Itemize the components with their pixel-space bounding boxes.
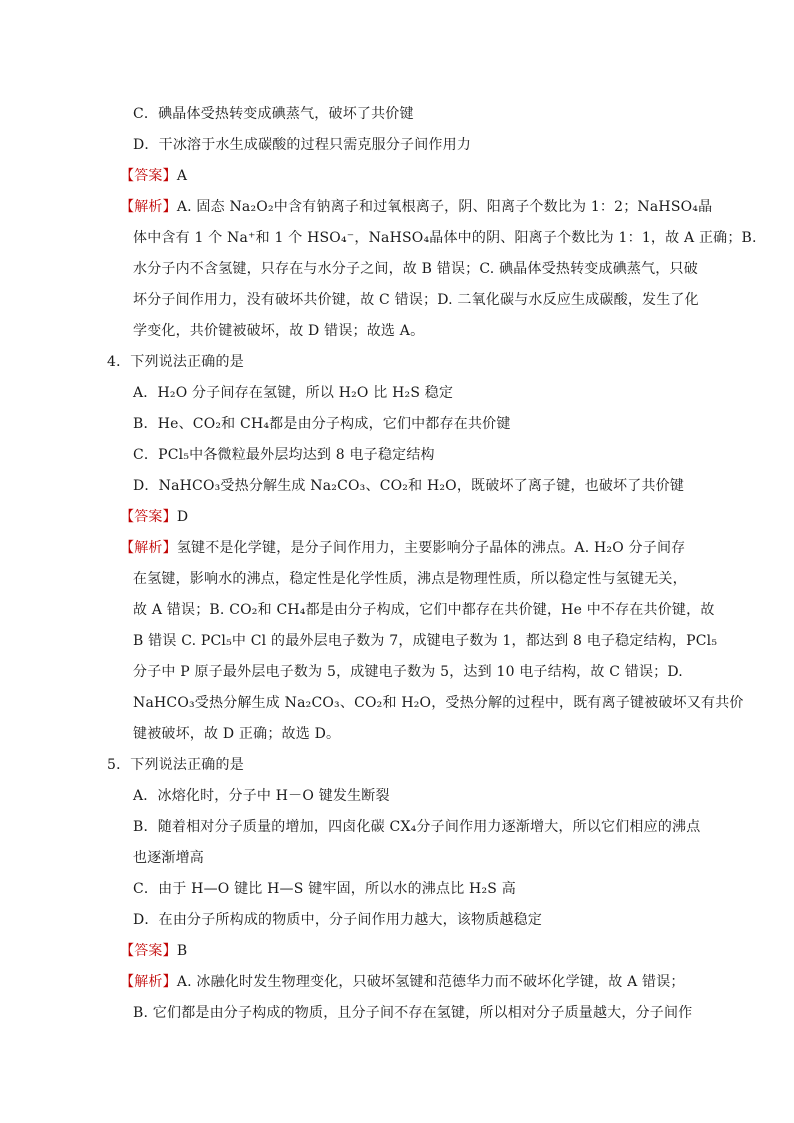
q5-stem: 5．下列说法正确的是 (107, 757, 244, 773)
q5-answer (120, 941, 187, 961)
q3-option-d: D．干冰溶于水生成碳酸的过程只需克服分子间作用力 (133, 137, 472, 153)
q4-analysis-line-1 (120, 538, 685, 558)
q4-analysis-line-2: 在氢键，影响水的沸点，稳定性是化学性质，沸点是物理性质，所以稳定性与氢键无关， (133, 571, 687, 587)
q4-stem: 4．下列说法正确的是 (107, 354, 244, 370)
q5-analysis-line-2: B. 它们都是由分子构成的物质，且分子间不存在氢键，所以相对分子质量越大，分子间作 (133, 1005, 693, 1021)
q4-analysis-line-7: 键被破坏，故 D 正确；故选 D。 (133, 726, 341, 742)
analysis-label: 【解析】 (120, 199, 177, 215)
analysis-text: A. 冰融化时发生物理变化，只破坏氢键和范德华力而不破坏化学键，故 A 错误； (176, 974, 685, 990)
q4-analysis-line-5: 分子中 P 原子最外层电子数为 5，成键电子数为 5，达到 10 电子结构，故 C 错误；D. (133, 664, 683, 680)
answer-value: D (176, 509, 189, 525)
q5-option-b-line-2: 也逐渐增高 (133, 850, 204, 866)
q3-analysis-line-2: 体中含有 1 个 Na⁺和 1 个 HSO₄⁻，NaHSO₄晶体中的阴、阳离子个数比为 1：1，故 A 正确；B. (133, 230, 757, 246)
answer-label: 【答案】 (120, 943, 177, 959)
q4-analysis-line-3: 故 A 错误；B. CO₂和 CH₄都是由分子构成，它们中都存在共价键，He 中不存在共价键，故 (133, 602, 715, 618)
q5-option-d: D．在由分子所构成的物质中，分子间作用力越大，该物质越稳定 (133, 912, 543, 928)
q5-option-b-line-1: B．随着相对分子质量的增加，四卤化碳 CX₄分子间作用力逐渐增大，所以它们相应的沸点 (133, 819, 701, 835)
q5-analysis-line-1 (120, 972, 685, 992)
q5-option-a: A．冰熔化时，分子中 H－O 键发生断裂 (133, 788, 390, 804)
analysis-label: 【解析】 (120, 540, 177, 556)
q5-option-c: C．由于 H—O 键比 H—S 键牢固，所以水的沸点比 H₂S 高 (133, 881, 516, 897)
q3-option-c: C．碘晶体受热转变成碘蒸气，破坏了共价键 (133, 106, 414, 122)
analysis-text: A. 固态 Na₂O₂中含有钠离子和过氧根离子，阴、阳离子个数比为 1：2；NaHSO₄晶 (176, 199, 713, 215)
q4-option-b: B．He、CO₂和 CH₄都是由分子构成，它们中都存在共价键 (133, 416, 511, 432)
q4-analysis-line-4: B 错误 C. PCl₅中 Cl 的最外层电子数为 7，成键电子数为 1，都达到 8 电子稳定结构，PCl₅ (133, 633, 718, 649)
q4-analysis-line-6: NaHCO₃受热分解生成 Na₂CO₃、CO₂和 H₂O，受热分解的过程中，既有离子键被破坏又有共价 (133, 695, 744, 711)
answer-label: 【答案】 (120, 168, 177, 184)
q4-option-d: D．NaHCO₃受热分解生成 Na₂CO₃、CO₂和 H₂O，既破坏了离子键，也破坏了共价键 (133, 478, 685, 494)
q3-analysis-line-4: 坏分子间作用力，没有破坏共价键，故 C 错误；D. 二氧化碳与水反应生成碳酸，发生了化 (133, 292, 699, 308)
q3-analysis-line-3: 水分子内不含氢键，只存在与水分子之间，故 B 错误；C. 碘晶体受热转变成碘蒸气，只破 (133, 261, 698, 277)
analysis-label: 【解析】 (120, 974, 177, 990)
q3-analysis-line-5: 学变化，共价键被破坏，故 D 错误；故选 A。 (133, 323, 425, 339)
answer-value: B (176, 943, 188, 959)
q3-answer (120, 166, 187, 186)
q4-option-c: C．PCl₅中各微粒最外层均达到 8 电子稳定结构 (133, 447, 435, 463)
analysis-text: 氢键不是化学键，是分子间作用力，主要影响分子晶体的沸点。A. H₂O 分子间存 (176, 540, 686, 556)
q3-analysis-line-1 (120, 197, 712, 217)
q4-option-a: A．H₂O 分子间存在氢键，所以 H₂O 比 H₂S 稳定 (133, 385, 454, 401)
answer-value: A (176, 168, 188, 184)
answer-label: 【答案】 (120, 509, 177, 525)
q4-answer (120, 507, 188, 527)
